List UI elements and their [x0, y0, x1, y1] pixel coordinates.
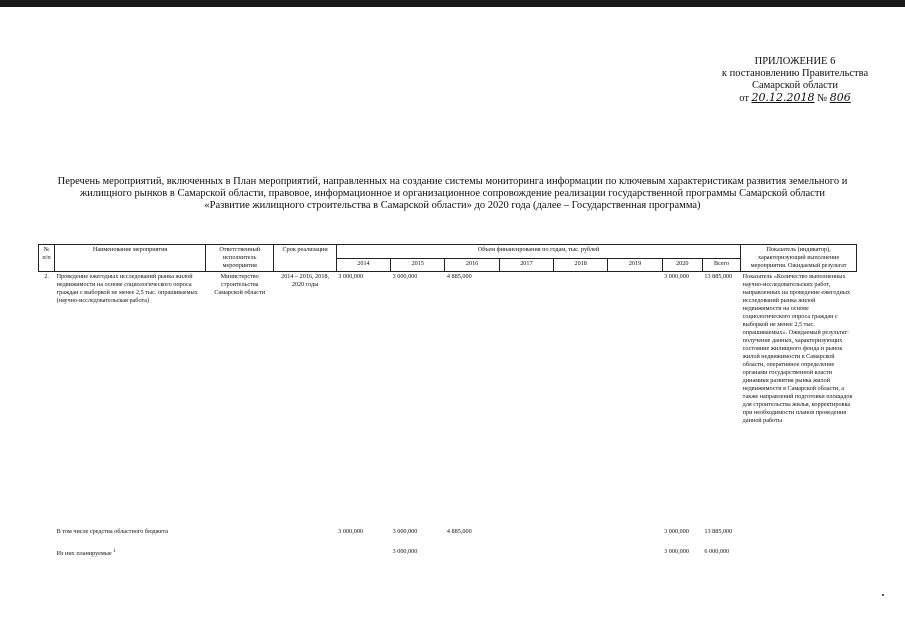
header-funding: Объем финансирования по годам, тыс. рублей — [336, 245, 740, 259]
planned-value — [499, 547, 553, 559]
appendix-line1: к постановлению Правительства — [721, 68, 869, 79]
row-value: 3 000,000 — [664, 273, 689, 280]
appendix-block — [705, 56, 885, 105]
header-no: № п/п — [39, 245, 55, 272]
handwritten-date: 20.12.2018 — [751, 91, 815, 104]
planned-value — [336, 547, 390, 559]
row-value — [499, 272, 553, 527]
document-title — [40, 176, 865, 212]
regional-value: 3 000,000 — [392, 527, 418, 535]
regional-value: 4 885,000 — [446, 527, 472, 535]
row-value — [554, 272, 608, 527]
year-header: 2014 — [336, 258, 390, 272]
row-value: 3 000,000 — [338, 273, 364, 280]
planned-total: 6 000,000 — [704, 547, 730, 555]
planned-label: Из них планируемые — [56, 549, 112, 557]
header-period: Срок реализации — [274, 245, 336, 272]
regional-value — [499, 527, 553, 547]
planned-value — [554, 547, 608, 559]
planned-label-cell — [55, 547, 337, 559]
header-name: Наименование мероприятия — [55, 245, 206, 272]
regional-value — [554, 527, 608, 547]
row-value: 4 885,000 — [446, 273, 472, 280]
measures-table — [38, 244, 857, 559]
appendix-title: ПРИЛОЖЕНИЕ 6 — [754, 56, 836, 67]
header-row-1 — [39, 245, 857, 259]
year-header: 2018 — [554, 258, 608, 272]
appendix-line2: Самарской области — [752, 80, 838, 91]
regional-value — [608, 527, 662, 547]
header-executor: Ответственный исполнитель мероприятия — [206, 245, 274, 272]
row-value — [608, 272, 662, 527]
planned-value — [608, 547, 662, 559]
appendix-date-line — [705, 92, 885, 105]
regional-value: 3 000,000 — [664, 527, 689, 535]
year-header: 2015 — [391, 258, 445, 272]
handwritten-number: 806 — [829, 91, 851, 104]
year-header: 2020 — [662, 258, 702, 272]
total-header: Всего — [702, 258, 740, 272]
planned-value — [445, 547, 499, 559]
year-header: 2019 — [608, 258, 662, 272]
header-indicator: Показатель (индикатор), характеризующий выполнение мероприятия. Ожидаемый результат — [741, 245, 857, 272]
table-row — [39, 272, 857, 527]
row-value: 3 000,000 — [392, 273, 418, 280]
year-header: 2016 — [445, 258, 499, 272]
planned-footnote: 1 — [113, 548, 116, 554]
scan-speck — [882, 594, 884, 596]
planned-value: 3 000,000 — [664, 547, 689, 555]
table-row-planned — [39, 547, 857, 559]
row-indicator: Показатель «Количество выполненных научно-исследовательских работ, направленных на проведение ежегодных исследований рынка жилой недвижимости на основе социологического опроса граждан с выборкой не менее 2,5 тыс. опрашиваемых». Ожидаемый результат: получение данных, характеризующих состояние жилищного фонда и рынок жилой недвижимости в Самарской области, оперативное определение органами государственной власти динамики развития рынка жилой недвижимости в Самарской области, а также направлений подготовки площадок для строительства жилья, корректировка при необходимости планов проведения данной работы — [742, 273, 853, 424]
planned-value: 3 000,000 — [392, 547, 418, 555]
title-line1: Перечень мероприятий, включенных в План мероприятий, направленных на создание системы мониторинга информации по ключевым характеристикам развития земельного и — [57, 176, 848, 187]
regional-label: В том числе средства областного бюджета — [56, 527, 168, 535]
year-header: 2017 — [499, 258, 553, 272]
date-prefix: от — [739, 93, 749, 104]
table-row-regional — [39, 527, 857, 547]
row-no: 2. — [44, 273, 49, 280]
regional-value: 3 000,000 — [338, 527, 364, 535]
scan-top-border — [0, 0, 905, 7]
row-period: 2014 – 2016, 2018, 2020 годы — [281, 273, 330, 288]
row-executor: Министерство строительства Самарской области — [214, 273, 266, 296]
title-line2: жилищного рынков в Самарской области, правовое, информационное и организационное сопровождение реализации государственной программы Самарской области — [79, 188, 826, 199]
title-line3: «Развитие жилищного строительства в Самарской области» до 2020 года (далее – Государственная программа) — [204, 200, 701, 211]
row-total: 13 885,000 — [704, 273, 733, 280]
regional-total: 13 885,000 — [704, 527, 733, 535]
number-prefix: № — [817, 93, 828, 104]
row-name: Проведение ежегодных исследований рынка жилой недвижимости на основе социологического опроса граждан с выборкой не менее 2,5 тыс. опрашиваемых (научно-исследовательская работа) — [56, 273, 198, 304]
